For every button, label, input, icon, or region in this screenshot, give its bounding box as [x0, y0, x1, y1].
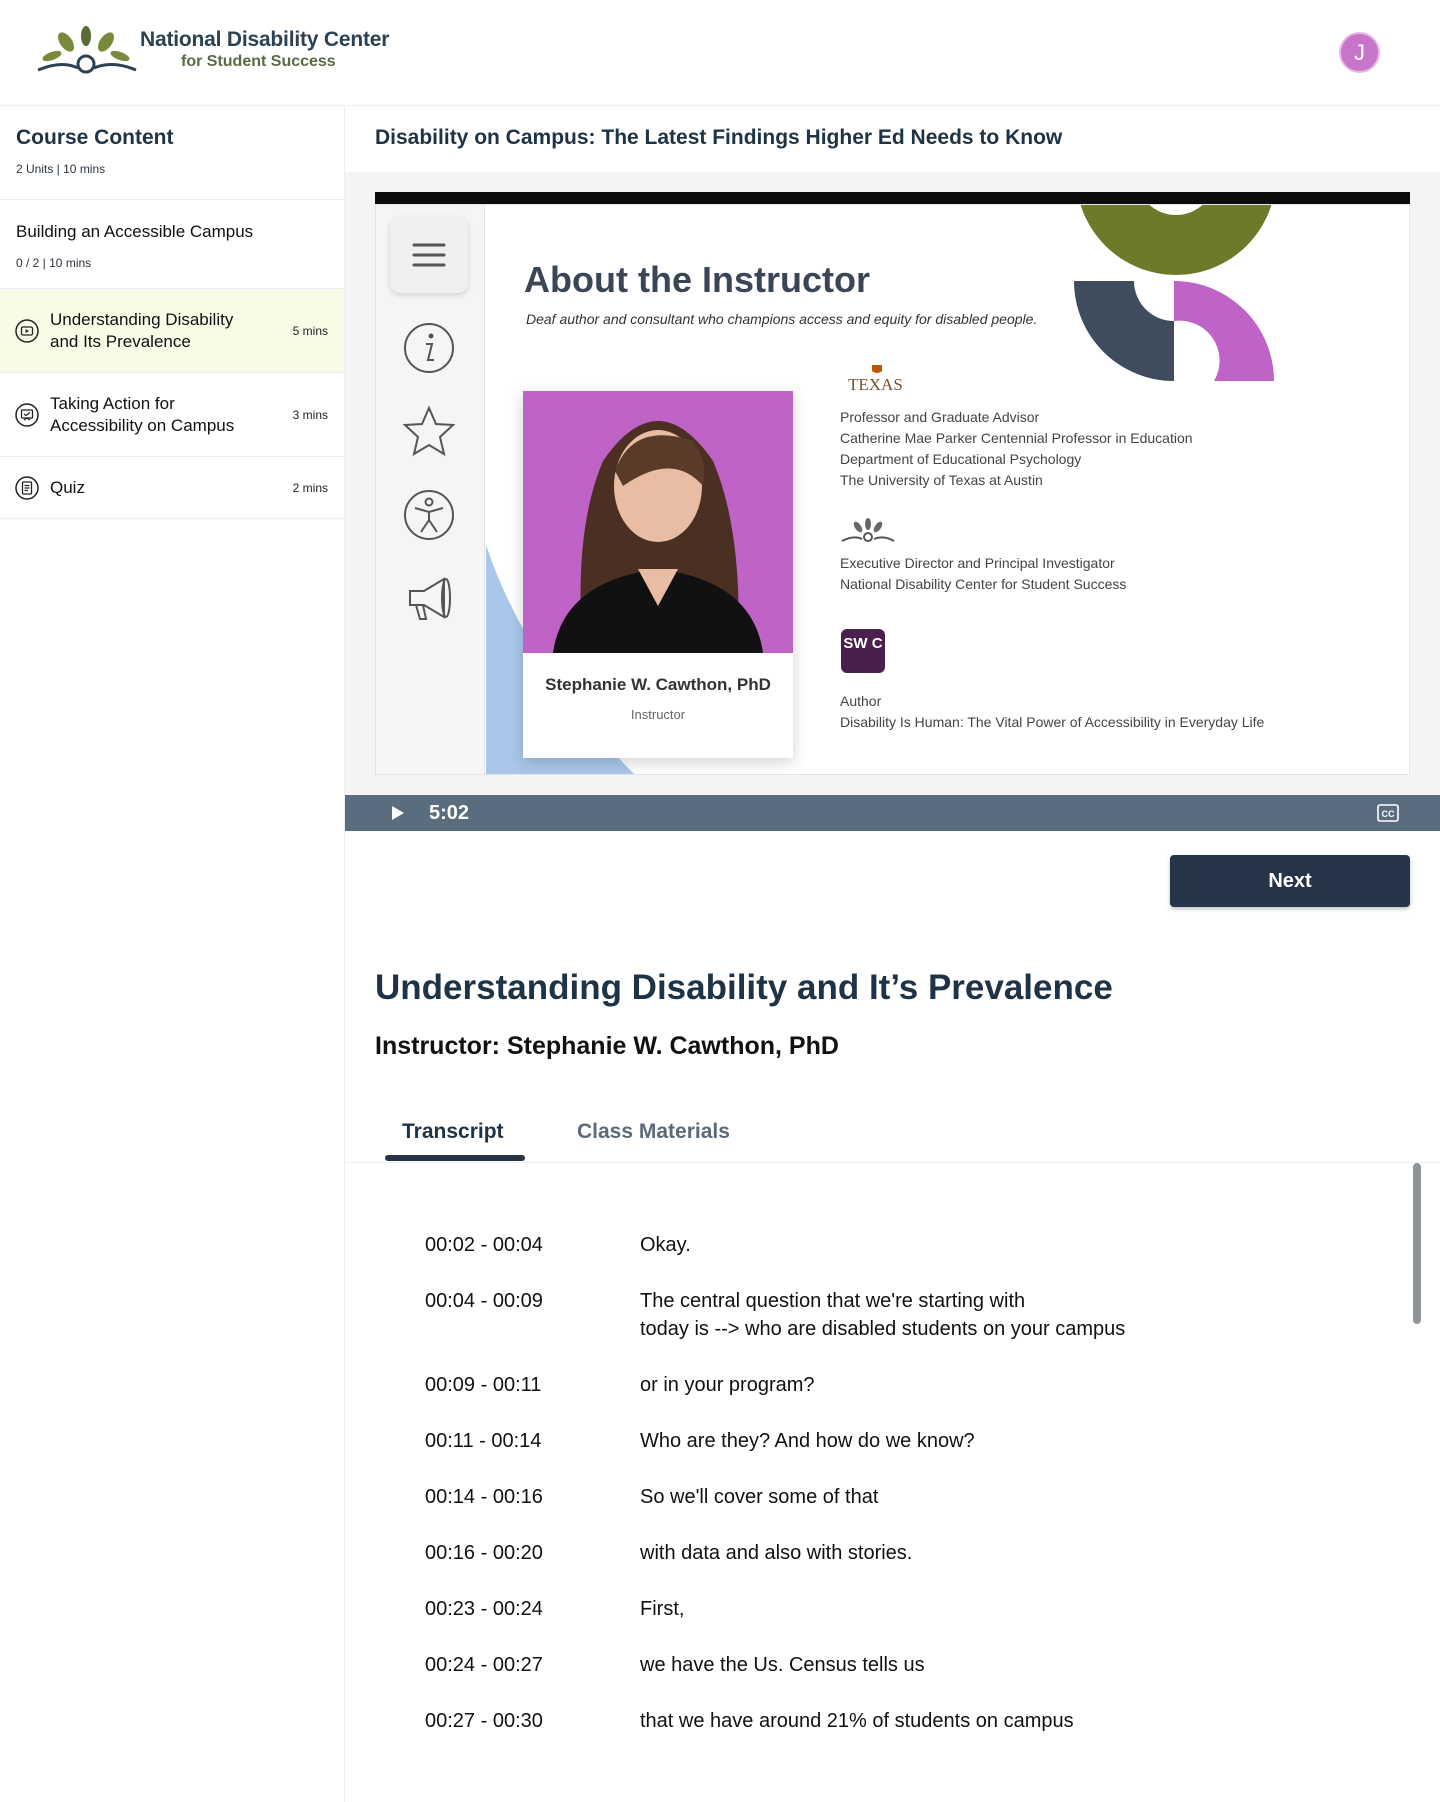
presentation-icon: [15, 403, 39, 427]
affiliation-line: Catherine Mae Parker Centennial Professor in Education: [840, 430, 1193, 446]
instructor-name: Stephanie W. Cawthon, PhD: [545, 675, 771, 694]
next-button[interactable]: Next: [1170, 855, 1410, 907]
transcript-text: we have the Us. Census tells us: [640, 1654, 925, 1676]
transcript-text: [640, 1287, 1280, 1343]
affiliation-line: Disability Is Human: The Vital Power of Accessibility in Everyday Life: [840, 714, 1265, 730]
slide-icon-rail: [376, 205, 485, 775]
lesson-title: Understanding Disability and Its Prevalence: [50, 309, 234, 351]
affiliation-line: Author: [840, 693, 882, 709]
transcript-panel[interactable]: [345, 1163, 1425, 1743]
transcript-time: 00:14 - 00:16: [425, 1486, 543, 1508]
transcript-time: 00:24 - 00:27: [425, 1654, 543, 1676]
instructor-role: Instructor: [630, 707, 686, 722]
active-tab-indicator: [385, 1155, 525, 1161]
video-time: 5:02: [429, 802, 470, 824]
course-meta: 2 Units | 10 mins: [16, 162, 106, 176]
texas-logo-text: TEXAS: [848, 375, 903, 394]
unit-meta: 0 / 2 | 10 mins: [16, 256, 92, 270]
accessibility-icon: [388, 474, 470, 556]
transcript-time: 00:11 - 00:14: [425, 1430, 542, 1452]
play-icon[interactable]: [390, 805, 406, 821]
hamburger-menu-icon: [390, 217, 468, 293]
lesson-heading: Understanding Disability and It’s Prevalence: [375, 968, 1113, 1007]
ndc-mini-logo-icon: [840, 517, 896, 547]
brand-tagline: for Student Success: [181, 53, 336, 70]
affiliation-line: National Disability Center for Student Success: [840, 576, 1127, 592]
lesson-duration: 3 mins: [292, 407, 328, 422]
site-header: [0, 0, 1440, 106]
transcript-text-line: The central question that we're starting with: [640, 1290, 1026, 1312]
transcript-text: Who are they? And how do we know?: [640, 1430, 975, 1452]
instructor-photo-card: [523, 391, 793, 758]
affiliation-author: [840, 691, 1264, 733]
star-icon: [388, 391, 470, 473]
course-sidebar: [0, 106, 345, 1802]
transcript-text: that we have around 21% of students on campus: [640, 1710, 1074, 1732]
transcript-time: 00:23 - 00:24: [425, 1598, 543, 1620]
transcript-time: 00:02 - 00:04: [425, 1234, 543, 1256]
video-title: Disability on Campus: The Latest Findings Higher Ed Needs to Know: [375, 126, 1063, 149]
lesson-duration: 2 mins: [292, 480, 328, 495]
transcript-text: or in your program?: [640, 1374, 815, 1396]
affiliation-texas: [840, 407, 1193, 491]
transcript-text: with data and also with stories.: [640, 1542, 913, 1564]
ndc-logo-icon[interactable]: [36, 26, 138, 80]
affiliation-line: The University of Texas at Austin: [840, 472, 1043, 488]
transcript-time: 00:16 - 00:20: [425, 1542, 543, 1564]
transcript-text: Okay.: [640, 1234, 691, 1256]
video-controls: [345, 795, 1440, 831]
affiliation-ndc: [840, 553, 1126, 595]
lesson-duration: 5 mins: [292, 323, 328, 338]
closed-captions-icon[interactable]: [1377, 804, 1399, 822]
affiliation-line: Professor and Graduate Advisor: [840, 409, 1040, 425]
affiliation-line: Executive Director and Principal Investigator: [840, 555, 1115, 571]
unit-title: Building an Accessible Campus: [16, 222, 254, 241]
svg-text:CC: CC: [1381, 809, 1395, 819]
instructor-photo: [523, 391, 793, 653]
lesson-instructor: Instructor: Stephanie W. Cawthon, PhD: [375, 1032, 839, 1060]
lesson-title: Taking Action for Accessibility on Campus: [50, 393, 235, 435]
decorative-shapes: [1066, 204, 1410, 395]
megaphone-icon: [388, 557, 470, 639]
quiz-icon: [15, 476, 39, 500]
transcript-text: First,: [640, 1598, 685, 1620]
affiliation-line: Department of Educational Psychology: [840, 451, 1082, 467]
texas-logo: [844, 363, 910, 397]
unit-header[interactable]: [0, 200, 344, 289]
transcript-text-line: today is --> who are disabled students on your campus: [640, 1318, 1126, 1340]
video-letterbox: [375, 192, 1410, 204]
transcript-time: 00:27 - 00:30: [425, 1710, 543, 1732]
lesson-item-understanding-disability[interactable]: [0, 289, 344, 373]
transcript-time: 00:09 - 00:11: [425, 1374, 542, 1396]
tab-class-materials[interactable]: Class Materials: [577, 1120, 730, 1143]
video-slide[interactable]: [375, 204, 1410, 775]
info-icon: [388, 307, 470, 389]
slide-heading: About the Instructor: [524, 259, 870, 300]
tab-transcript[interactable]: Transcript: [402, 1120, 504, 1143]
transcript-time: 00:04 - 00:09: [425, 1290, 543, 1312]
brand-name: National Disability Center: [140, 28, 390, 51]
user-avatar[interactable]: J: [1339, 32, 1380, 73]
lesson-title: Quiz: [50, 477, 85, 497]
course-content-header: [0, 106, 344, 200]
video-play-icon: [15, 319, 39, 343]
content-tabs: [345, 1110, 1440, 1163]
lesson-item-quiz[interactable]: [0, 457, 344, 519]
transcript-text: So we'll cover some of that: [640, 1486, 879, 1508]
course-content-title: Course Content: [16, 126, 174, 149]
slide-subheading: Deaf author and consultant who champions access and equity for disabled people.: [526, 311, 1038, 327]
lesson-item-taking-action[interactable]: [0, 373, 344, 457]
transcript-scrollbar[interactable]: [1413, 1163, 1421, 1324]
swc-logo: SW C: [841, 629, 885, 673]
